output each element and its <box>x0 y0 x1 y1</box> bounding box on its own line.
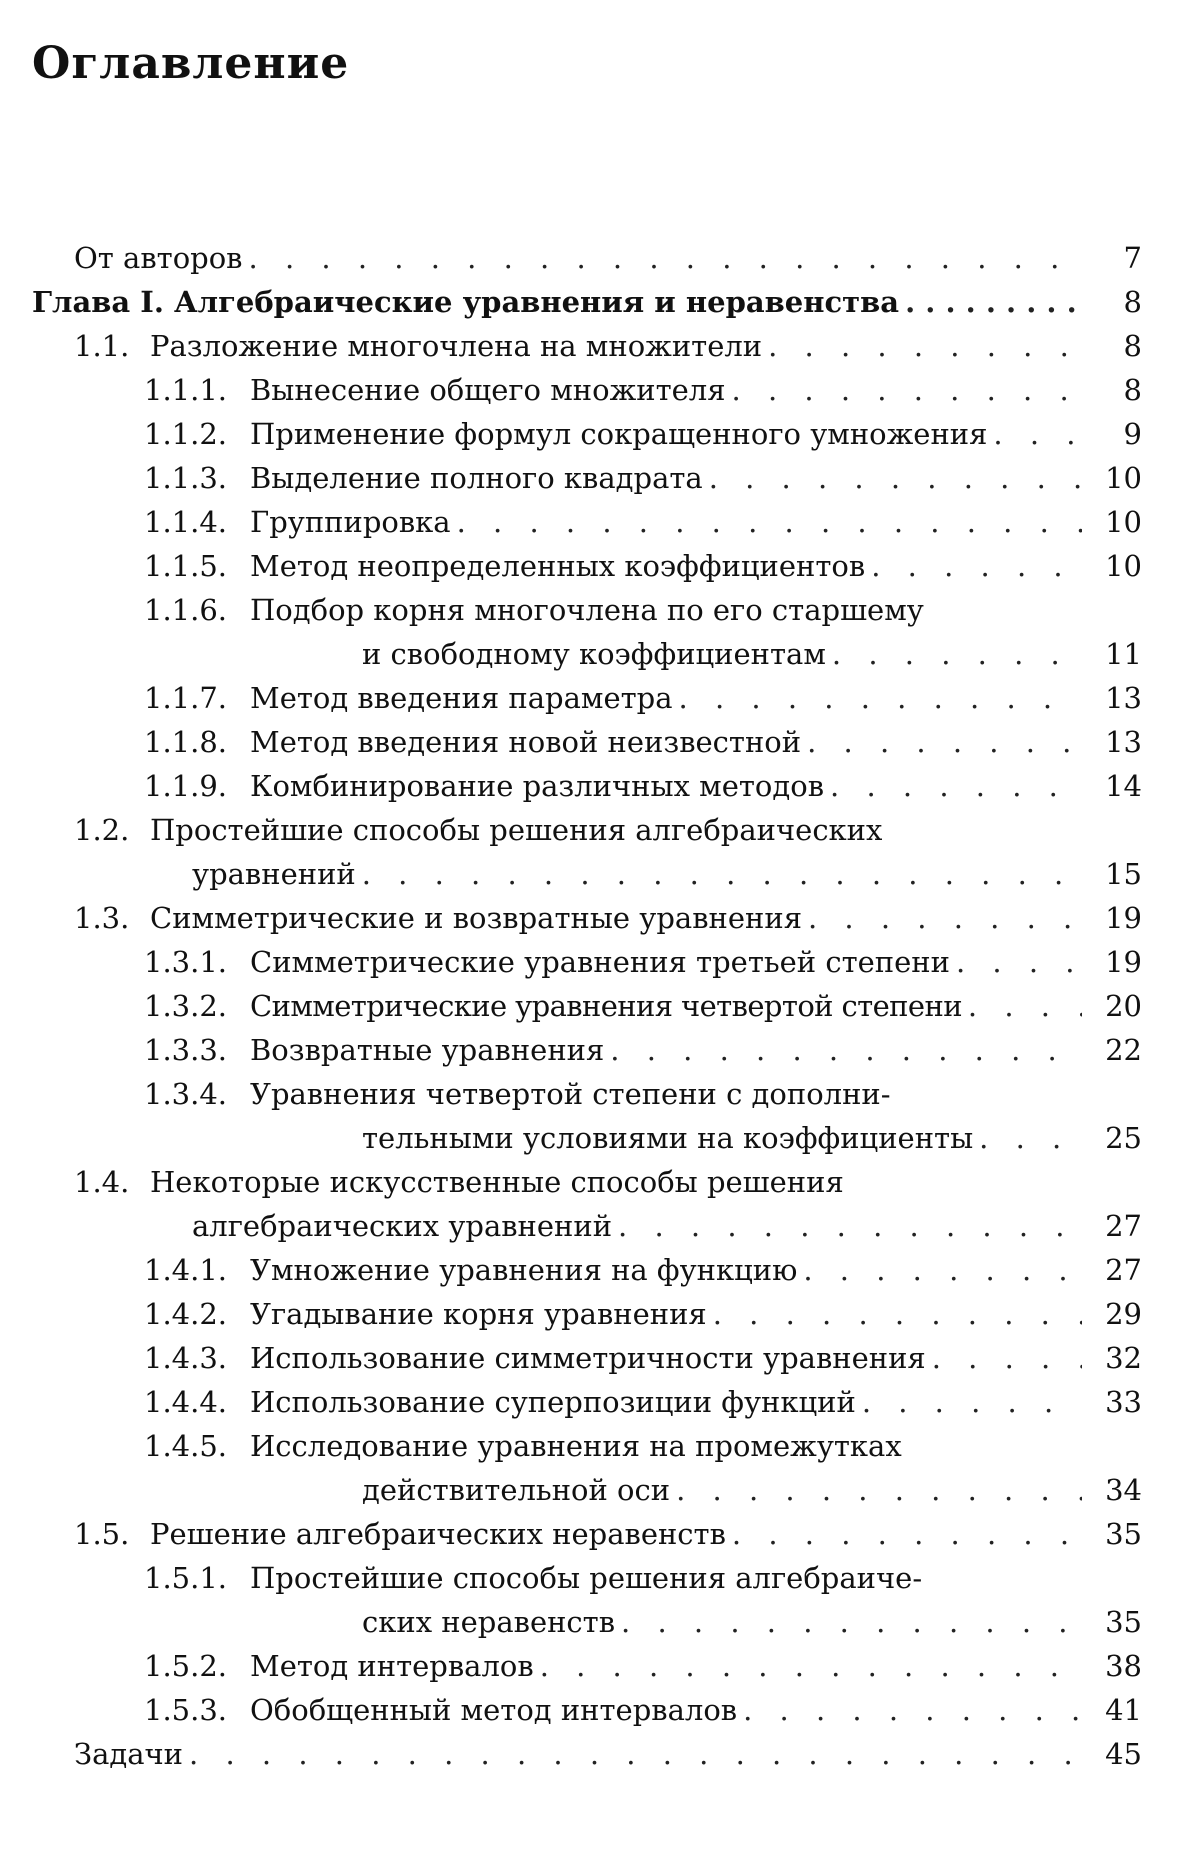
dot-leader <box>673 676 1082 720</box>
toc-entry-chapter-1[interactable] <box>32 280 1142 324</box>
toc-page-number: 35 <box>1105 1605 1142 1639</box>
dot-leader <box>987 412 1082 456</box>
dot-leader <box>802 896 1082 940</box>
dot-leader <box>737 1688 1082 1732</box>
toc-page-number: 41 <box>1105 1693 1142 1727</box>
toc-entry-number: 1.1.3. <box>144 461 228 495</box>
dot-leader <box>703 456 1082 500</box>
dot-leader <box>826 632 1082 676</box>
toc-entry-number: 1.2. <box>74 813 130 847</box>
toc-entry-title: Подбор корня многочлена по его старшему <box>250 593 924 627</box>
toc-page-number: 8 <box>1123 373 1142 407</box>
toc-entry-1-1-3[interactable] <box>32 456 1142 500</box>
toc-page-number: 10 <box>1105 549 1142 583</box>
dot-leader <box>707 1292 1082 1336</box>
toc-entry-1-3-1[interactable] <box>32 940 1142 984</box>
toc-entry-number: 1.1.2. <box>144 417 228 451</box>
toc-entry-title: Угадывание корня уравнения <box>250 1297 707 1331</box>
toc-entry-1-1-4[interactable] <box>32 500 1142 544</box>
page-title: Оглавление <box>32 38 350 89</box>
toc-entry-1-3-2[interactable] <box>32 984 1142 1028</box>
dot-leader <box>670 1468 1082 1512</box>
toc-entry-title: Метод введения параметра <box>250 681 673 715</box>
toc-page-number: 14 <box>1105 769 1142 803</box>
toc-entry-number: 1.4.4. <box>144 1385 228 1419</box>
dot-leader <box>534 1644 1082 1688</box>
toc-entry-1-3-3[interactable] <box>32 1028 1142 1072</box>
dot-leader <box>762 324 1082 368</box>
toc-entry-number: 1.3.1. <box>144 945 228 979</box>
toc-entry-1-4-2[interactable] <box>32 1292 1142 1336</box>
dot-leader <box>726 1512 1082 1556</box>
toc-entry-1-1-8[interactable] <box>32 720 1142 764</box>
toc-entry-title: Возвратные уравнения <box>250 1033 605 1067</box>
toc-entry-1-1-6[interactable] <box>32 588 1142 676</box>
toc-entry-1-4-3[interactable] <box>32 1336 1142 1380</box>
toc-entry-number: 1.3. <box>74 901 130 935</box>
toc-page-number: 29 <box>1105 1297 1142 1331</box>
table-of-contents <box>32 236 1142 1776</box>
toc-page-number: 19 <box>1105 945 1142 979</box>
toc-entry-title-continued: тельными условиями на коэффициенты <box>362 1121 974 1155</box>
toc-entry-number: 1.1.1. <box>144 373 228 407</box>
dot-leader <box>451 500 1082 544</box>
toc-entry-1-4-1[interactable] <box>32 1248 1142 1292</box>
toc-page-number: 22 <box>1105 1033 1142 1067</box>
toc-entry-title: Метод неопределенных коэффициентов <box>250 549 866 583</box>
toc-entry-title: Решение алгебраических неравенств <box>150 1517 726 1551</box>
toc-entry-number: 1.1.8. <box>144 725 228 759</box>
toc-entry-number: 1.4.3. <box>144 1341 228 1375</box>
toc-page-number: 27 <box>1105 1253 1142 1287</box>
toc-entry-title: Симметрические и возвратные уравнения <box>150 901 802 935</box>
toc-entry-1-3-4[interactable] <box>32 1072 1142 1160</box>
dot-leader <box>950 940 1082 984</box>
toc-entry-number: 1.5.1. <box>144 1561 228 1595</box>
toc-entry-number: 1.1.6. <box>144 593 228 627</box>
toc-page-number: 10 <box>1105 461 1142 495</box>
dot-leader <box>824 764 1082 808</box>
toc-page-number: 7 <box>1123 241 1142 275</box>
toc-page-number: 8 <box>1123 329 1142 363</box>
toc-page-number: 25 <box>1105 1121 1142 1155</box>
dot-leader <box>899 280 1082 324</box>
dot-leader <box>973 1116 1082 1160</box>
toc-page-number: 38 <box>1105 1649 1142 1683</box>
toc-page-number: 15 <box>1105 857 1142 891</box>
dot-leader <box>615 1600 1082 1644</box>
toc-entry-number: 1.1.5. <box>144 549 228 583</box>
toc-entry-number: 1.1.9. <box>144 769 228 803</box>
toc-page-number: 34 <box>1105 1473 1142 1507</box>
toc-entry-title: Использование симметричности уравнения <box>250 1341 926 1375</box>
toc-entry-1-4-5[interactable] <box>32 1424 1142 1512</box>
toc-page-number: 19 <box>1105 901 1142 935</box>
dot-leader <box>183 1732 1082 1776</box>
toc-page-number: 11 <box>1105 637 1142 671</box>
toc-page-number: 32 <box>1105 1341 1142 1375</box>
toc-entry-1-2[interactable] <box>32 808 1142 896</box>
toc-entry-number: 1.3.3. <box>144 1033 228 1067</box>
dot-leader <box>926 1336 1082 1380</box>
toc-entry-1-5-2[interactable] <box>32 1644 1142 1688</box>
dot-leader <box>797 1248 1082 1292</box>
toc-entry-1-4[interactable] <box>32 1160 1142 1248</box>
dot-leader <box>612 1204 1082 1248</box>
toc-entry-title: Применение формул сокращенного умножения <box>250 417 988 451</box>
toc-entry-number: 1.5. <box>74 1517 130 1551</box>
toc-entry-1-1-7[interactable] <box>32 676 1142 720</box>
toc-entry-number: 1.3.2. <box>144 989 228 1023</box>
dot-leader <box>856 1380 1082 1424</box>
toc-entry-title: Исследование уравнения на промежутках <box>250 1429 902 1463</box>
dot-leader <box>356 852 1082 896</box>
toc-page-number: 13 <box>1105 681 1142 715</box>
toc-entry-number: 1.4.2. <box>144 1297 228 1331</box>
toc-entry-number: 1.1. <box>74 329 130 363</box>
toc-entry-title: Уравнения четвертой степени с дополни- <box>250 1077 891 1111</box>
toc-page-number: 33 <box>1105 1385 1142 1419</box>
toc-entry-problems[interactable] <box>32 1732 1142 1776</box>
toc-entry-title: Умножение уравнения на функцию <box>250 1253 798 1287</box>
toc-entry-title: Простейшие способы решения алгебраиче- <box>250 1561 923 1595</box>
toc-entry-number: 1.5.3. <box>144 1693 228 1727</box>
toc-entry-title: Использование суперпозиции функций <box>250 1385 856 1419</box>
toc-entry-1-3[interactable] <box>32 896 1142 940</box>
toc-entry-title: Обобщенный метод интервалов <box>250 1693 738 1727</box>
toc-page-number: 27 <box>1105 1209 1142 1243</box>
toc-entry-title: Симметрические уравнения четвертой степени <box>250 989 962 1023</box>
toc-entry-1-1-1[interactable] <box>32 368 1142 412</box>
toc-entry-number: 1.1.4. <box>144 505 228 539</box>
toc-entry-title-continued: и свободному коэффициентам <box>362 637 826 671</box>
toc-entry-1-5-1[interactable] <box>32 1556 1142 1644</box>
toc-entry-title: От авторов <box>74 241 243 275</box>
toc-entry-title-continued: алгебраических уравнений <box>192 1209 613 1243</box>
dot-leader <box>604 1028 1082 1072</box>
toc-entry-title: Комбинирование различных методов <box>250 769 825 803</box>
toc-page-number: 9 <box>1123 417 1142 451</box>
toc-entry-preface[interactable] <box>32 236 1142 280</box>
toc-entry-title-continued: ских неравенств <box>362 1605 616 1639</box>
toc-entry-number: 1.5.2. <box>144 1649 228 1683</box>
toc-entry-number: 1.4. <box>74 1165 130 1199</box>
toc-page-number: 35 <box>1105 1517 1142 1551</box>
toc-page-number: 13 <box>1105 725 1142 759</box>
toc-entry-number: 1.1.7. <box>144 681 228 715</box>
toc-page-number: 20 <box>1105 989 1142 1023</box>
dot-leader <box>865 544 1082 588</box>
toc-entry-number: 1.4.1. <box>144 1253 228 1287</box>
toc-entry-1-1[interactable] <box>32 324 1142 368</box>
toc-entry-title: Группировка <box>250 505 451 539</box>
toc-entry-title: Некоторые искусственные способы решения <box>150 1165 844 1199</box>
toc-entry-number: 1.4.5. <box>144 1429 228 1463</box>
toc-entry-title: Задачи <box>74 1737 184 1771</box>
dot-leader <box>726 368 1082 412</box>
toc-entry-title: Метод введения новой неизвестной <box>250 725 802 759</box>
dot-leader <box>243 236 1082 280</box>
toc-entry-1-4-4[interactable] <box>32 1380 1142 1424</box>
toc-page-number: 8 <box>1123 285 1142 319</box>
dot-leader <box>801 720 1082 764</box>
toc-entry-title-continued: уравнений <box>192 857 356 891</box>
toc-entry-title: Метод интервалов <box>250 1649 534 1683</box>
toc-entry-1-1-5[interactable] <box>32 544 1142 588</box>
toc-entry-title: Простейшие способы решения алгебраических <box>150 813 883 847</box>
toc-entry-1-1-2[interactable] <box>32 412 1142 456</box>
toc-entry-1-5-3[interactable] <box>32 1688 1142 1732</box>
toc-entry-1-1-9[interactable] <box>32 764 1142 808</box>
toc-entry-1-5[interactable] <box>32 1512 1142 1556</box>
toc-entry-title: Разложение многочлена на множители <box>150 329 763 363</box>
toc-entry-title: Глава I. Алгебраические уравнения и неравенства <box>32 285 900 319</box>
toc-page-number: 10 <box>1105 505 1142 539</box>
toc-page-number: 45 <box>1105 1737 1142 1771</box>
toc-entry-title: Симметрические уравнения третьей степени <box>250 945 950 979</box>
toc-entry-number: 1.3.4. <box>144 1077 228 1111</box>
toc-entry-title-continued: действительной оси <box>362 1473 671 1507</box>
toc-entry-title: Выделение полного квадрата <box>250 461 703 495</box>
toc-entry-title: Вынесение общего множителя <box>250 373 726 407</box>
dot-leader <box>962 984 1082 1028</box>
